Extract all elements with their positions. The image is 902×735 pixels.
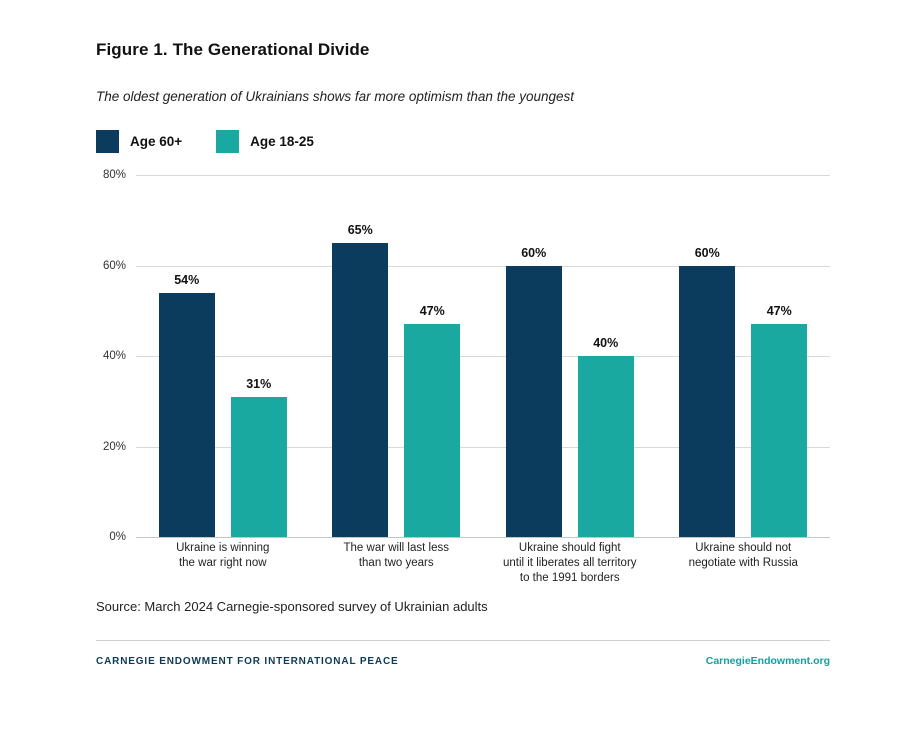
organization-name: CARNEGIE ENDOWMENT FOR INTERNATIONAL PEACE bbox=[96, 655, 399, 667]
y-axis-tick-label: 20% bbox=[102, 440, 126, 453]
category-line: than two years bbox=[358, 557, 434, 569]
website-link[interactable]: CarnegieEndowment.org bbox=[705, 655, 830, 667]
y-axis-tick-label: 60% bbox=[102, 259, 126, 272]
category-line: to the 1991 borders bbox=[519, 572, 620, 584]
x-axis-category-label bbox=[657, 537, 831, 585]
footer-divider bbox=[96, 640, 830, 641]
bar-holder bbox=[332, 175, 388, 537]
category-line: Ukraine is winning bbox=[176, 542, 270, 554]
bar-value-label: 60% bbox=[694, 245, 720, 260]
x-axis-labels bbox=[136, 537, 830, 585]
legend-item-series-2[interactable] bbox=[216, 130, 314, 153]
bar-group bbox=[657, 175, 831, 537]
category-line: the war right now bbox=[178, 557, 267, 569]
bar-group bbox=[310, 175, 484, 537]
category-line: negotiate with Russia bbox=[688, 557, 798, 569]
category-line: Ukraine should fight bbox=[518, 542, 621, 554]
legend-label: Age 18-25 bbox=[250, 134, 314, 149]
category-line: The war will last less bbox=[343, 542, 449, 554]
bar-value-label: 47% bbox=[419, 304, 445, 319]
bar-series1[interactable] bbox=[679, 266, 735, 538]
bar-series1[interactable] bbox=[159, 293, 215, 537]
bar-holder bbox=[404, 175, 460, 537]
bar-value-label: 31% bbox=[246, 376, 272, 391]
bar-value-label: 60% bbox=[521, 245, 547, 260]
x-axis-category-label bbox=[136, 537, 310, 585]
bar-group bbox=[136, 175, 310, 537]
bar-series2[interactable] bbox=[578, 356, 634, 537]
bar-series2[interactable] bbox=[751, 324, 807, 537]
bar-series2[interactable] bbox=[404, 324, 460, 537]
category-line: Ukraine should not bbox=[695, 542, 792, 554]
bar-value-label: 54% bbox=[174, 272, 200, 287]
bar-series1[interactable] bbox=[506, 266, 562, 538]
bar-holder bbox=[231, 175, 287, 537]
bar-groups bbox=[136, 175, 830, 537]
y-axis-tick-label: 40% bbox=[102, 350, 126, 362]
y-axis-tick-label: 80% bbox=[102, 169, 126, 181]
y-axis-tick-label: 0% bbox=[109, 531, 126, 543]
x-axis-category-label bbox=[483, 537, 657, 585]
source-note: Source: March 2024 Carnegie-sponsored survey of Ukrainian adults bbox=[96, 599, 488, 614]
category-line: until it liberates all territory bbox=[502, 557, 637, 569]
legend-item-series-1[interactable] bbox=[96, 130, 182, 153]
bar-value-label: 65% bbox=[347, 222, 373, 237]
x-axis-category-label bbox=[310, 537, 484, 585]
chart-plot-area bbox=[96, 169, 830, 585]
bar-holder bbox=[578, 175, 634, 537]
bar-series2[interactable] bbox=[231, 397, 287, 537]
legend-swatch-icon bbox=[216, 130, 239, 153]
figure-subtitle: The oldest generation of Ukrainians shows far more optimism than the youngest bbox=[96, 89, 574, 104]
chart-legend bbox=[96, 130, 830, 153]
bar-value-label: 47% bbox=[766, 304, 792, 319]
bar-holder bbox=[679, 175, 735, 537]
bar-holder bbox=[506, 175, 562, 537]
legend-label: Age 60+ bbox=[130, 134, 183, 149]
figure-footer bbox=[96, 655, 830, 667]
bar-value-label: 40% bbox=[593, 336, 619, 350]
bar-series1[interactable] bbox=[332, 243, 388, 537]
chart-canvas bbox=[102, 169, 830, 543]
bar-holder bbox=[159, 175, 215, 537]
page-title: Figure 1. The Generational Divide bbox=[96, 40, 370, 59]
legend-swatch-icon bbox=[96, 130, 119, 153]
bar-group bbox=[483, 175, 657, 537]
bar-holder bbox=[751, 175, 807, 537]
